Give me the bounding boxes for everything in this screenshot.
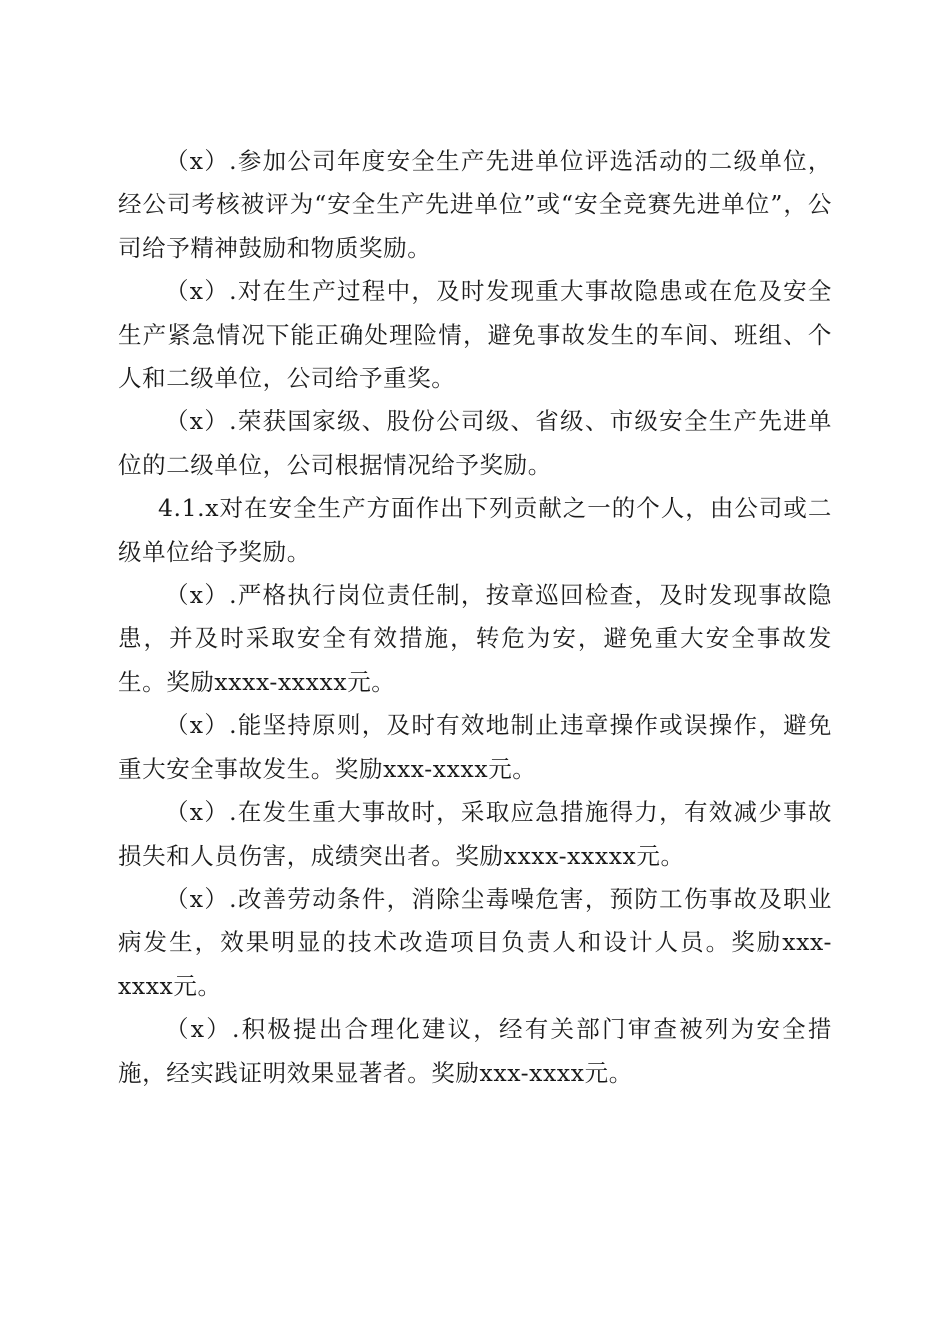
paragraph-post-responsibility-award: （x）.严格执行岗位责任制，按章巡回检查，及时发现事故隐患，并及时采取安全有效措施，转危为安，避免重大安全事故发生。奖励xxxx-xxxxx元。 [118,581,832,696]
paragraph-stop-violation-award: （x）.能坚持原则，及时有效地制止违章操作或误操作，避免重大安全事故发生。奖励xxx-xxxx元。 [118,711,832,783]
paragraph-hazard-discovery-award: （x）.对在生产过程中，及时发现重大事故隐患或在危及安全生产紧急情况下能正确处理险情，避免事故发生的车间、班组、个人和二级单位，公司给予重奖。 [118,277,832,393]
paragraph-advanced-unit-award: （x）.参加公司年度安全生产先进单位评选活动的二级单位，经公司考核被评为“安全生产先进单位”或“安全竞赛先进单位”，公司给予精神鼓励和物质奖励。 [118,147,832,262]
paragraph-national-honor-award: （x）.荣获国家级、股份公司级、省级、市级安全生产先进单位的二级单位，公司根据情况给予奖励。 [118,407,832,479]
paragraph-emergency-response-award: （x）.在发生重大事故时，采取应急措施得力，有效减少事故损失和人员伤害，成绩突出者。奖励xxxx-xxxxx元。 [118,798,832,870]
paragraph-suggestion-award: （x）.积极提出合理化建议，经有关部门审查被列为安全措施，经实践证明效果显著者。奖励xxx-xxxx元。 [118,1015,832,1087]
paragraph-working-conditions-award: （x）.改善劳动条件，消除尘毒噪危害，预防工伤事故及职业病发生，效果明显的技术改造项目负责人和设计人员。奖励xxx-xxxx元。 [118,884,832,1000]
document-body [118,140,832,1095]
paragraph-section-4-1-x: 4.1.x对在安全生产方面作出下列贡献之一的个人，由公司或二级单位给予奖励。 [118,494,832,566]
